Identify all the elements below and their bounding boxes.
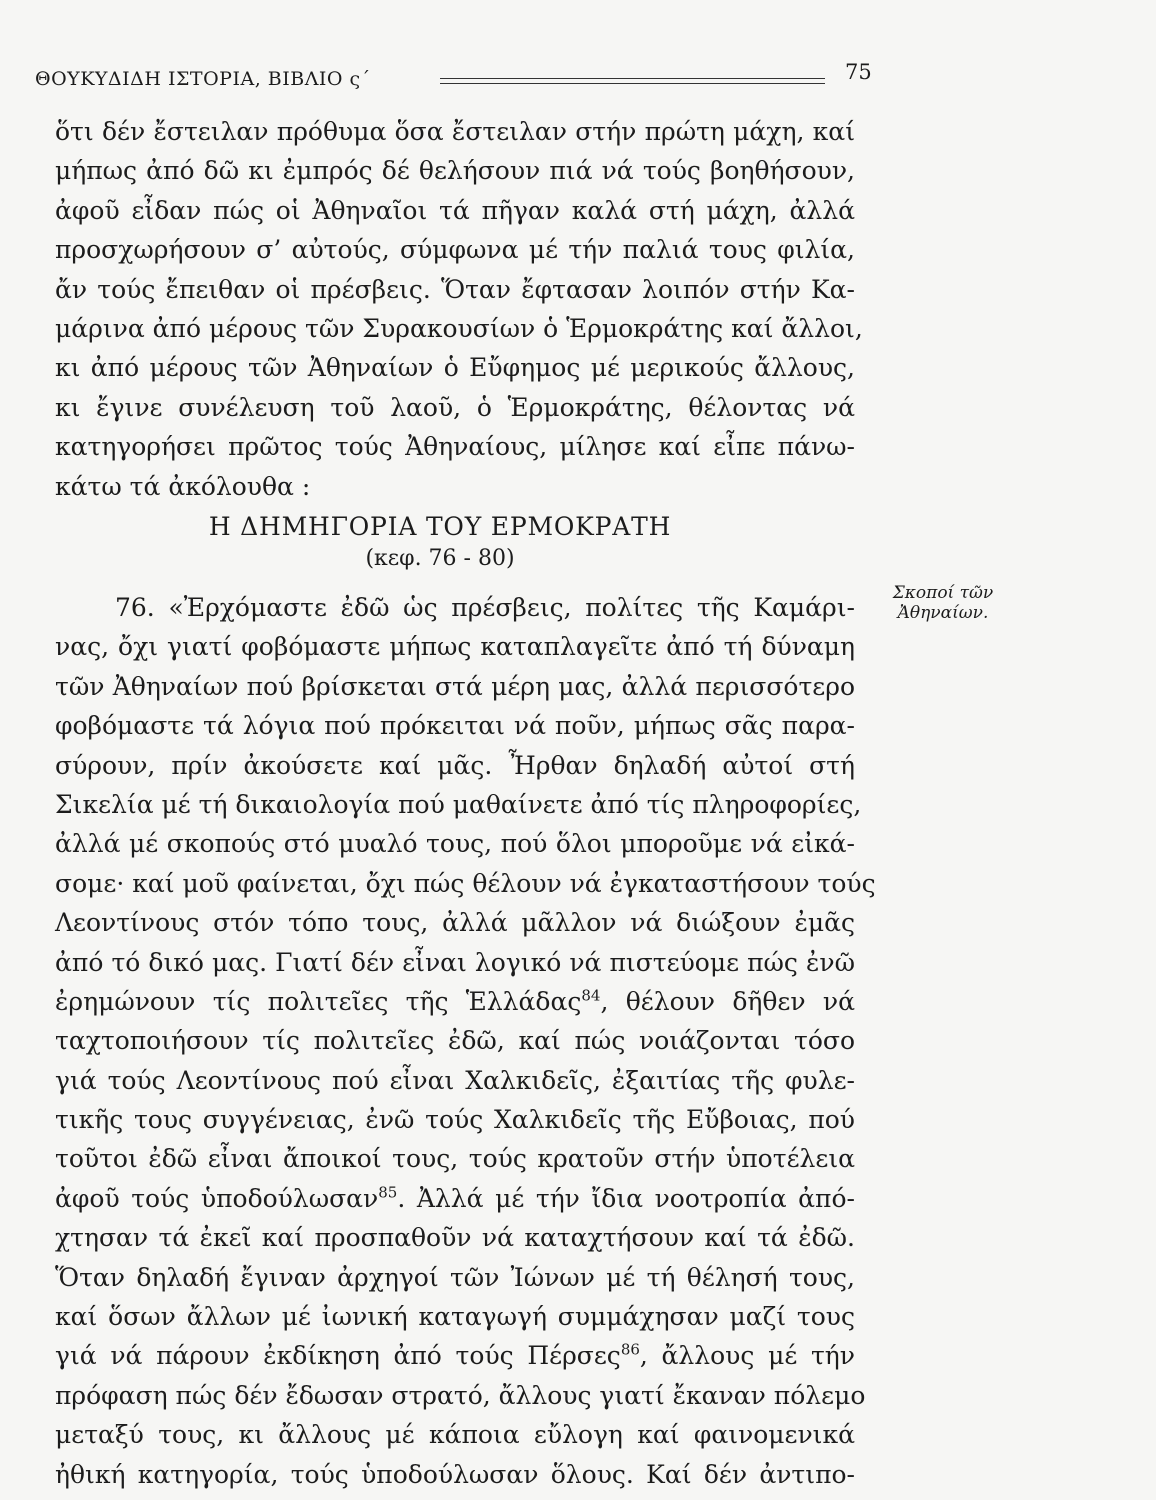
text-line: ἀπό τό δικό μας. Γιατί δέν εἶναι λογικό νά πιστεύομε πώς ἐνῶ — [55, 947, 855, 977]
margin-note-line: Σκοποί τῶν — [892, 583, 994, 603]
text-line: γιά τούς Λεοντίνους πού εἶναι Χαλκιδεῖς, ἐξαιτίας τῆς φυλε- — [55, 1065, 855, 1095]
speech-chapters: (κεφ. 76 - 80) — [365, 546, 515, 571]
text-line: ὅτι δέν ἔστειλαν πρόθυμα ὅσα ἔστειλαν στήν πρώτη μάχη, καί — [55, 117, 855, 146]
text-line: μεταξύ τους, κι ἄλλους μέ κάποια εὔλογη καί φαινομενικά — [55, 1420, 855, 1450]
footnote-ref: 86 — [620, 1341, 640, 1360]
text-line: ἀλλά μέ σκοπούς στό μυαλό τους, πού ὅλοι μποροῦμε νά εἰκά- — [55, 829, 855, 859]
text-line: κάτω τά ἀκόλουθα : — [55, 471, 311, 501]
text-line — [55, 1336, 855, 1375]
text-segment: , ἄλλους μέ τήν — [639, 1341, 855, 1371]
text-line: χτησαν τά ἐκεῖ καί προσπαθοῦν νά καταχτήσουν καί τά ἐδῶ. — [55, 1223, 855, 1253]
header-rule — [440, 78, 825, 84]
running-header — [35, 60, 872, 100]
text-line: τικῆς τους συγγένειας, ἐνῶ τούς Χαλκιδεῖς τῆς Εὔβοιας, πού — [55, 1105, 855, 1135]
text-line: φοβόμαστε τά λόγια πού πρόκειται νά ποῦν, μήπως σᾶς παρα- — [55, 711, 855, 741]
speech-title: Η ΔΗΜΗΓΟΡΙΑ ΤΟΥ ΕΡΜΟΚΡΑΤΗ — [208, 512, 672, 541]
text-line: προσχωρήσουν σ’ αὐτούς, σύμφωνα μέ τήν παλιά τους φιλία, — [55, 235, 855, 265]
text-line: κι ἔγινε συνέλευση τοῦ λαοῦ, ὁ Ἑρμοκράτης, θέλοντας νά — [55, 392, 855, 422]
text-segment: γιά νά πάρουν ἐκδίκηση ἀπό τούς Πέρσες — [55, 1341, 621, 1371]
text-segment: ἀφοῦ τούς ὑποδούλωσαν — [55, 1183, 379, 1213]
text-line: σύρουν, πρίν ἀκούσετε καί μᾶς. Ἦρθαν δηλαδή αὐτοί στή — [55, 750, 855, 780]
intro-paragraph — [55, 112, 863, 506]
text-line: μάρινα ἀπό μέρους τῶν Συρακουσίων ὁ Ἑρμοκράτης καί ἄλλοι, — [55, 313, 863, 343]
text-line: ἄν τούς ἔπειθαν οἱ πρέσβεις. Ὅταν ἔφτασαν λοιπόν στήν Κα- — [55, 274, 855, 304]
text-line: τῶν Ἀθηναίων πού βρίσκεται στά μέρη μας, ἀλλά περισσότερο — [55, 671, 855, 701]
page-number: 75 — [845, 60, 872, 84]
text-line: ἀφοῦ εἶδαν πώς οἱ Ἀθηναῖοι τά πῆγαν καλά στή μάχη, ἀλλά — [55, 195, 855, 225]
text-line: μήπως ἀπό δῶ κι ἐμπρός δέ θελήσουν πιά νά τούς βοηθήσουν, — [55, 156, 855, 186]
margin-note-line: Ἀθηναίων. — [897, 603, 989, 623]
text-line: κι ἀπό μέρους τῶν Ἀθηναίων ὁ Εὔφημος μέ μερικούς ἄλλους, — [55, 353, 855, 383]
margin-note — [878, 583, 1008, 623]
text-line: κατηγορήσει πρῶτος τούς Ἀθηναίους, μίλησε καί εἶπε πάνω- — [55, 432, 855, 462]
text-segment: , θέλουν δῆθεν νά — [600, 986, 855, 1016]
speech-heading — [160, 510, 720, 574]
footnote-ref: 85 — [378, 1183, 398, 1202]
text-line: σομε· καί μοῦ φαίνεται, ὄχι πώς θέλουν νά ἐγκαταστήσουν τούς — [55, 868, 876, 898]
text-segment: . Ἀλλά μέ τήν ἴδια νοοτροπία ἀπό- — [397, 1183, 855, 1213]
text-line: Σικελία μέ τή δικαιολογία πού μαθαίνετε ἀπό τίς πληροφορίες, — [55, 789, 862, 819]
text-line: τοῦτοι ἐδῶ εἶναι ἄποικοί τους, τούς κρατοῦν στήν ὑποτέλεια — [55, 1144, 855, 1174]
text-line: καί ὅσων ἄλλων μέ ἰωνική καταγωγή συμμάχησαν μαζί τους — [55, 1302, 855, 1332]
text-line: πρόφαση πώς δέν ἔδωσαν στρατό, ἄλλους γιατί ἔκαναν πόλεμο — [55, 1380, 866, 1410]
text-line: Λεοντίνους στόν τόπο τους, ἀλλά μᾶλλον νά διώξουν ἐμᾶς — [55, 908, 855, 938]
text-line: Ὅταν δηλαδή ἔγιναν ἀρχηγοί τῶν Ἰώνων μέ τή θέλησή τους, — [55, 1262, 855, 1292]
speech-paragraph — [55, 588, 876, 1494]
running-title: ΘΟΥΚΥΔΙΔΗ ΙΣΤΟΡΙΑ, ΒΙΒΛΙΟ ς΄ — [35, 68, 371, 90]
text-line — [55, 982, 855, 1021]
text-line — [55, 1179, 855, 1218]
text-line: ταχτοποιήσουν τίς πολιτεῖες ἐδῶ, καί πώς νοιάζονται τόσο — [55, 1026, 855, 1056]
text-line: 76. «Ἐρχόμαστε ἐδῶ ὡς πρέσβεις, πολίτες τῆς Καμάρι- — [115, 593, 855, 622]
text-line: ἠθική κατηγορία, τούς ὑποδούλωσαν ὅλους. Καί δέν ἀντιπο- — [55, 1459, 855, 1489]
footnote-ref: 84 — [581, 986, 601, 1005]
text-line: νας, ὄχι γιατί φοβόμαστε μήπως καταπλαγεῖτε ἀπό τή δύναμη — [55, 632, 855, 662]
text-segment: ἐρημώνουν τίς πολιτεῖες τῆς Ἑλλάδας — [55, 986, 582, 1016]
